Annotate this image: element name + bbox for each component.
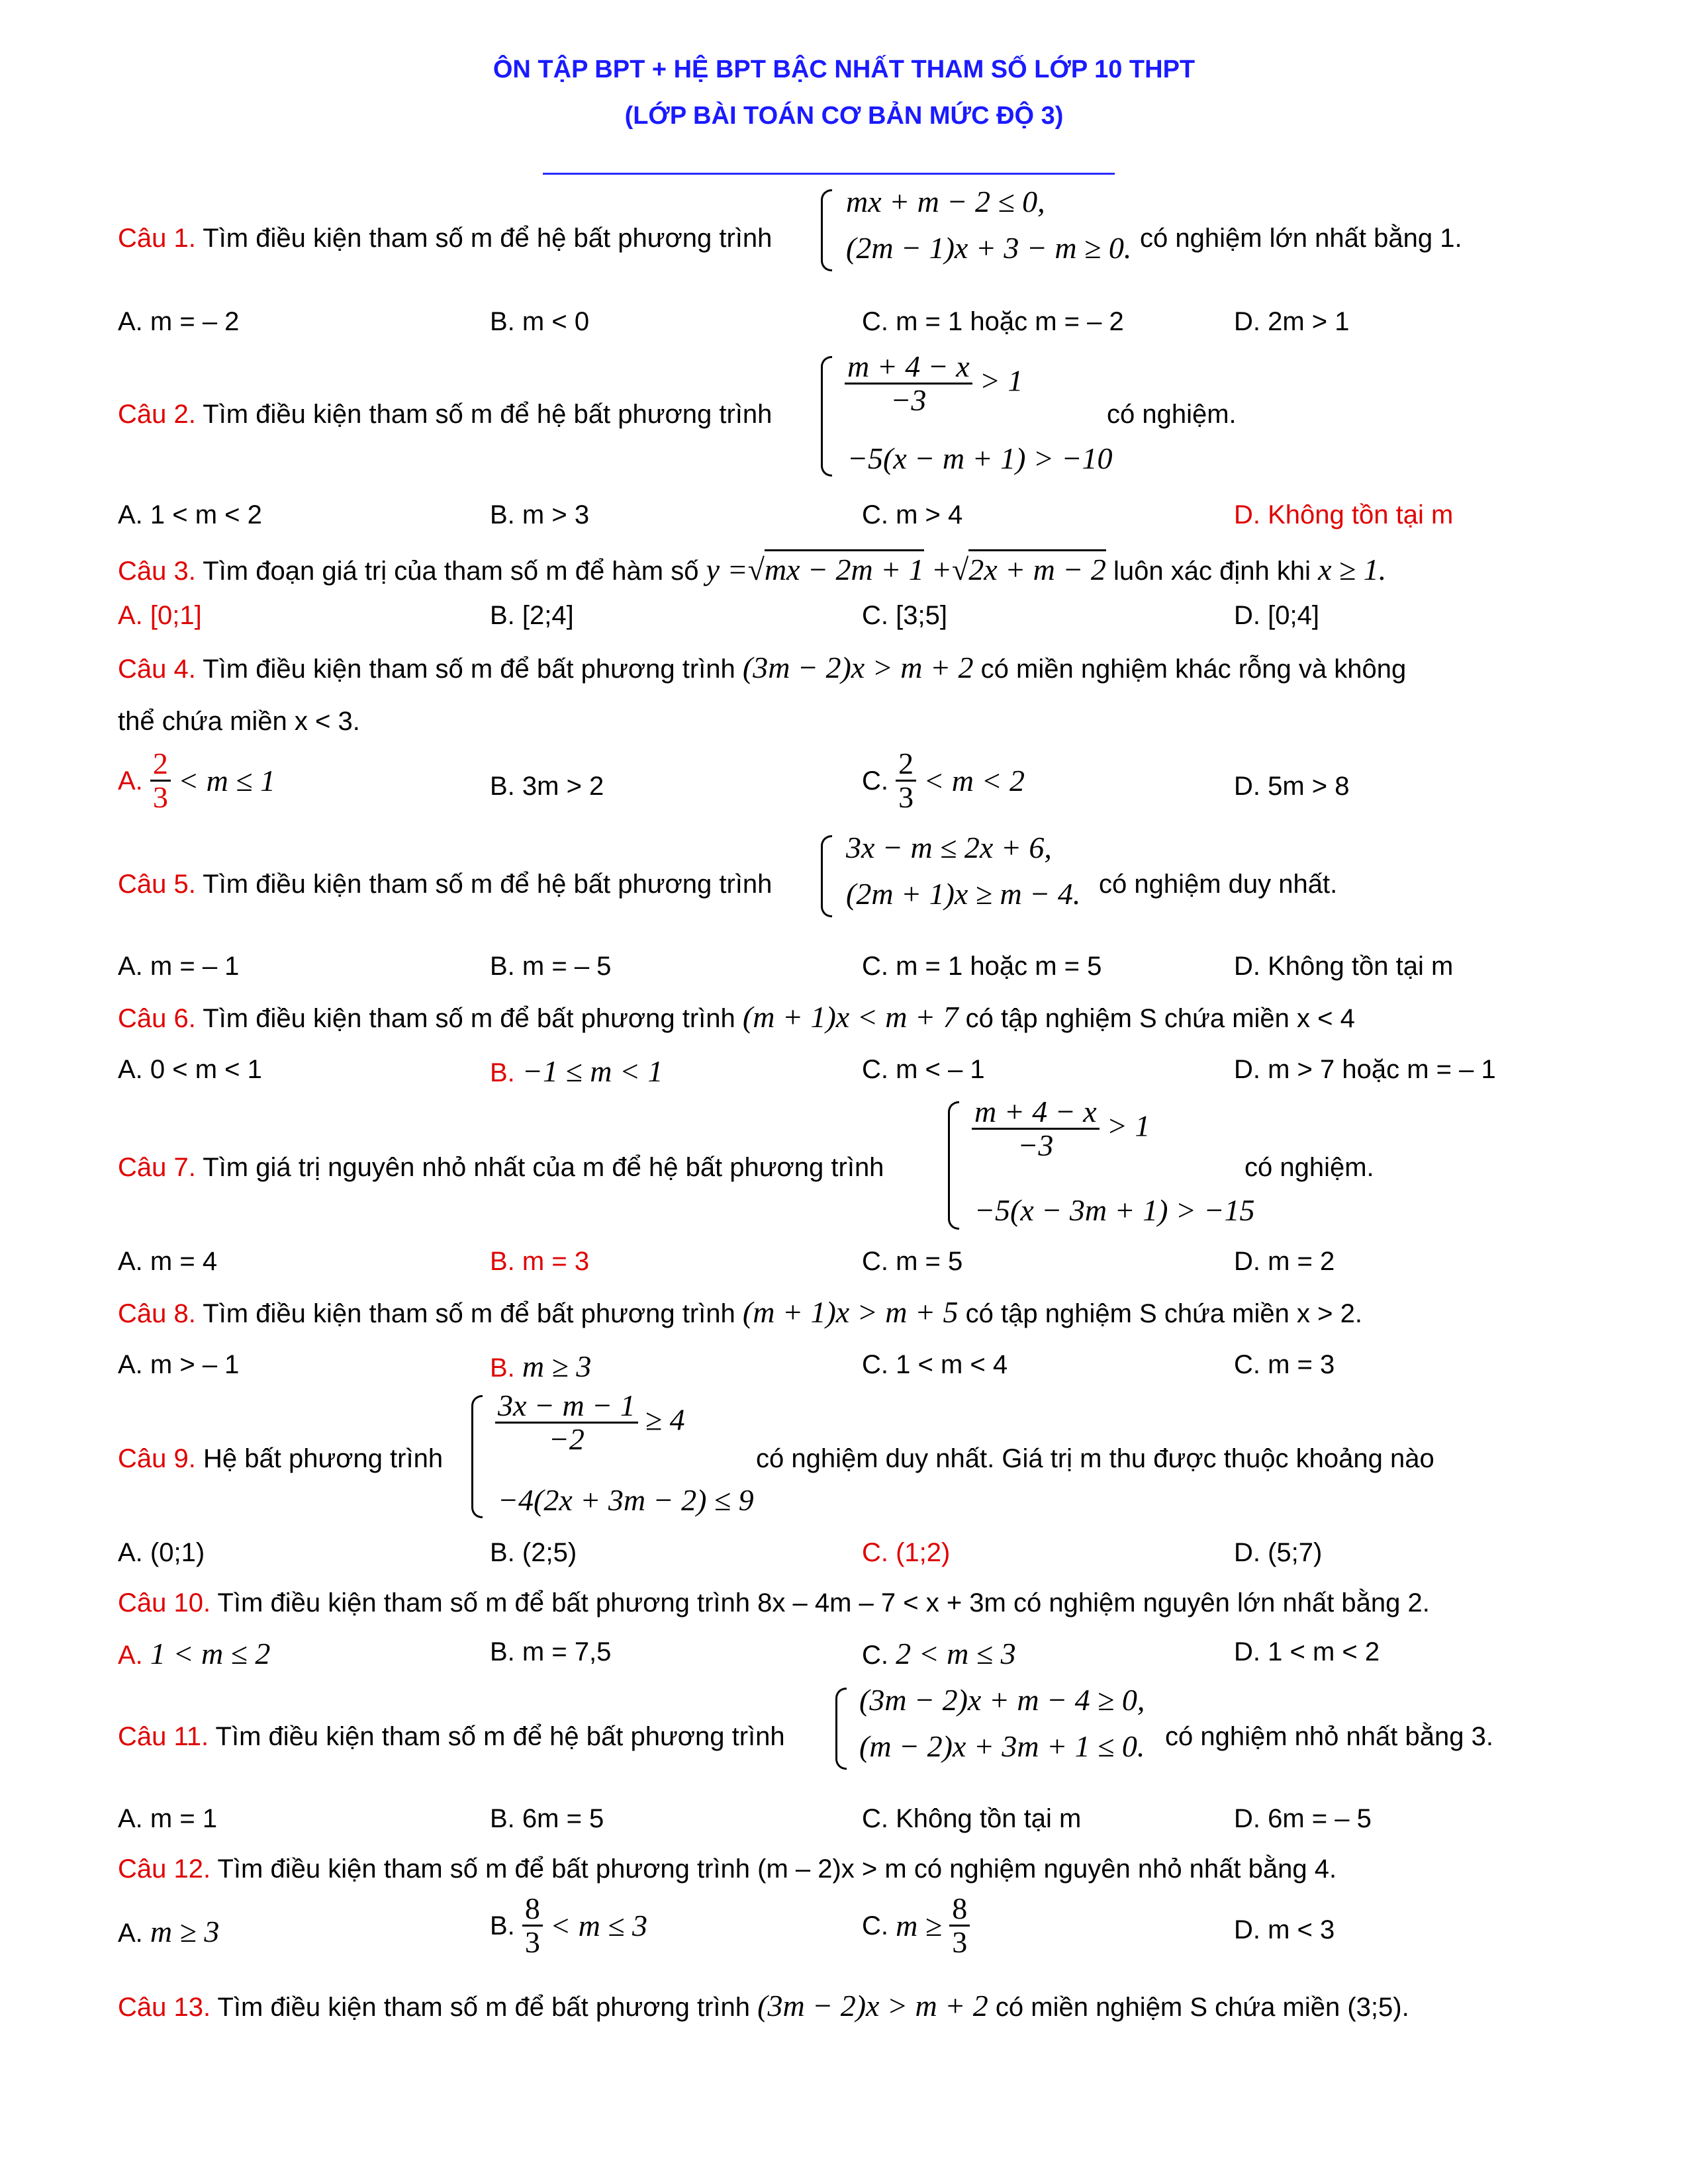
question-stem: Tìm điều kiện tham số m để hệ bất phương trình [215,1722,785,1751]
question-stem: Tìm điều kiện tham số m để bất phương trình [203,655,735,684]
option-d[interactable]: D. m = 2 [1234,1247,1335,1276]
option-b[interactable]: B. m ≥ 3 [490,1349,592,1383]
option-d[interactable]: D. 6m = – 5 [1234,1804,1372,1833]
option-c[interactable]: C. m = 1 hoặc m = – 2 [862,307,1124,336]
option-a[interactable]: A. [0;1] [118,601,202,630]
question-label: Câu 6. [118,1004,196,1033]
option-d[interactable]: D. m < 3 [1234,1915,1335,1944]
system-line: 3x − m ≤ 2x + 6, [846,831,1052,864]
question-2 [118,401,772,428]
question-11 [118,1723,785,1750]
option-a[interactable]: A. 1 < m < 2 [118,500,262,529]
question-label: Câu 7. [118,1153,196,1182]
option-b[interactable]: B. [2;4] [490,601,574,630]
question-tail: có nghiệm nhỏ nhất bằng 3. [1165,1722,1493,1751]
option-c[interactable]: C. 1 < m < 4 [862,1350,1008,1379]
question-stem: Tìm điều kiện tham số m để bất phương trình [203,1299,735,1328]
option-b[interactable]: B. (2;5) [490,1538,577,1567]
expression: (3m − 2)x > m + 2 [757,1989,988,2023]
brace [821,835,832,917]
option-c[interactable]: C. m < – 1 [862,1055,985,1084]
fraction: $\frac{8}{3}$ [522,1893,543,1959]
option-a[interactable]: A. m > – 1 [118,1350,240,1379]
fraction: $\frac{3x - m - 1}{-2}$ [495,1390,638,1456]
question-stem: Tìm điều kiện tham số m để bất phương trình (m – 2)x > m có nghiệm nguyên nhỏ nhất bằng 4. [217,1854,1337,1884]
question-6 [118,1002,1355,1032]
option-d[interactable]: D. m > 7 hoặc m = – 1 [1234,1055,1496,1084]
question-3: Câu 3. Tìm đoạn giá trị của tham số m để hàm số y =√mx − 2m + 1 +√2x + m − 2 luôn xác định khi x ≥ 1. [118,555,1386,585]
option-a[interactable]: A. m = 4 [118,1247,218,1276]
question-stem: Tìm điều kiện tham số m để hệ bất phương trình [203,400,773,429]
root-expression: mx − 2m + 1 [765,549,924,586]
question-label: Câu 2. [118,400,196,429]
option-a[interactable]: A. m = – 1 [118,952,240,981]
question-tail: có miền nghiệm S chứa miền (3;5). [995,1993,1409,2022]
option-d[interactable]: D. 5m > 8 [1234,772,1350,801]
option-b[interactable]: B. 3m > 2 [490,772,604,801]
option-c[interactable]: C. [3;5] [862,601,947,630]
question-line2: thể chứa miền x < 3. [118,707,360,736]
question-label: Câu 4. [118,655,196,684]
option-a[interactable]: A. m = 1 [118,1804,218,1833]
option-b[interactable]: B. 6m = 5 [490,1804,604,1833]
question-stem: Tìm điều kiện tham số m để hệ bất phương trình [203,870,773,899]
question-stem: Tìm điều kiện tham số m để bất phương trình 8x – 4m – 7 < x + 3m có nghiệm nguyên lớn nhất bằng 2. [217,1588,1430,1617]
system-line: $\frac{m + 4 - x}{-3}$ > 1 [972,1096,1150,1162]
fraction: $\frac{2}{3}$ [896,748,916,814]
fraction: $\frac{m + 4 - x}{-3}$ [972,1096,1100,1162]
question-label: Câu 1. [118,224,196,253]
option-d[interactable]: D. 2m > 1 [1234,307,1350,336]
question-label: Câu 3. [118,557,196,586]
option-c[interactable]: C. 2 < m ≤ 3 [862,1637,1016,1670]
brace [835,1688,847,1770]
fraction: $\frac{8}{3}$ [949,1893,970,1959]
question-tail: có nghiệm duy nhất. [1099,870,1338,899]
expression: (m + 1)x > m + 5 [742,1295,959,1329]
question-8 [118,1297,1362,1328]
option-b[interactable]: B. −1 ≤ m < 1 [490,1054,663,1088]
question-stem: Tìm đoạn giá trị của tham số m để hàm số [203,557,699,586]
option-c[interactable]: C. Không tồn tại m [862,1804,1082,1833]
question-4 [118,653,1406,683]
question-tail: có nghiệm duy nhất. Giá trị m thu được thuộc khoảng nào [756,1444,1434,1473]
page-subtitle: (LỚP BÀI TOÁN CƠ BẢN MỨC ĐỘ 3) [624,102,1064,130]
question-label: Câu 13. [118,1993,211,2022]
option-c[interactable]: C. m = 5 [862,1247,963,1276]
system-line: −5(x − 3m + 1) > −15 [974,1193,1255,1227]
brace [948,1101,959,1230]
question-stem: Hệ bất phương trình [203,1444,444,1473]
system-line: −4(2x + 3m − 2) ≤ 9 [498,1483,754,1517]
option-a[interactable]: A. m = – 2 [118,307,240,336]
question-label: Câu 8. [118,1299,196,1328]
question-13 [118,1991,1409,2021]
page-title: ÔN TẬP BPT + HỆ BPT BẬC NHẤT THAM SỐ LỚP 10 THPT [492,56,1196,83]
question-tail: có nghiệm. [1107,400,1237,429]
question-tail: luôn xác định khi [1113,557,1311,586]
question-5 [118,871,772,897]
question-9 [118,1445,443,1472]
option-b[interactable]: B. $\frac{8}{3}$ < m ≤ 3 [490,1891,648,1960]
fraction: $\frac{2}{3}$ [150,748,171,814]
question-label: Câu 5. [118,870,196,899]
expression: (m + 1)x < m + 7 [742,1000,959,1034]
question-stem: Tìm điều kiện tham số m để bất phương trình [203,1004,735,1033]
option-a[interactable]: A. 0 < m < 1 [118,1055,262,1084]
option-b[interactable]: B. m > 3 [490,500,590,529]
option-d[interactable]: D. Không tồn tại m [1234,500,1454,529]
question-7 [118,1154,884,1181]
option-b[interactable]: B. m = 3 [490,1247,590,1276]
option-c[interactable]: C. m = 1 hoặc m = 5 [862,952,1102,981]
option-a[interactable]: A. 1 < m ≤ 2 [118,1637,271,1670]
option-d[interactable]: D. Không tồn tại m [1234,952,1454,981]
option-c[interactable]: C. (1;2) [862,1538,951,1567]
system-line: mx + m − 2 ≤ 0, [846,185,1045,218]
question-stem: Tìm giá trị nguyên nhỏ nhất của m để hệ bất phương trình [203,1153,884,1182]
question-label: Câu 11. [118,1722,209,1751]
option-c[interactable]: C. $\frac{2}{3}$ < m < 2 [862,747,1025,815]
question-stem: Tìm điều kiện tham số m để hệ bất phương trình [203,224,773,253]
option-d[interactable]: D. 1 < m < 2 [1234,1637,1380,1666]
question-tail: có tập nghiệm S chứa miền x > 2. [965,1299,1362,1328]
system-line: (m − 2)x + 3m + 1 ≤ 0. [859,1729,1145,1763]
system-line: (3m − 2)x + m − 4 ≥ 0, [859,1683,1145,1717]
option-b[interactable]: B. m = – 5 [490,952,612,981]
option-b[interactable]: B. m < 0 [490,307,590,336]
option-b[interactable]: B. m = 7,5 [490,1637,612,1666]
question-tail: có nghiệm. [1244,1153,1374,1182]
system-line: (2m + 1)x ≥ m − 4. [846,877,1081,911]
option-c[interactable]: C. m ≥ $\frac{8}{3}$ [862,1893,970,1959]
brace [821,356,832,477]
option-a[interactable]: A. (0;1) [118,1538,205,1567]
option-a[interactable]: A. $\frac{2}{3}$ < m ≤ 1 [118,747,276,815]
brace [821,189,832,271]
question-1 [118,225,772,251]
question-tail: có nghiệm lớn nhất bằng 1. [1140,224,1462,253]
option-d[interactable]: C. m = 3 [1234,1350,1335,1379]
question-stem: Tìm điều kiện tham số m để bất phương trình [217,1993,751,2022]
system-line: (2m − 1)x + 3 − m ≥ 0. [846,231,1132,265]
option-a[interactable]: A. m ≥ 3 [118,1915,220,1948]
system-line: −5(x − m + 1) > −10 [847,441,1113,475]
brace [471,1395,483,1518]
system-line: $\frac{3x - m - 1}{-2}$ ≥ 4 [495,1390,685,1456]
system-line: $\frac{m + 4 - x}{-3}$ > 1 [845,351,1023,417]
fraction: $\frac{m + 4 - x}{-3}$ [845,351,972,417]
option-d[interactable]: D. (5;7) [1234,1538,1323,1567]
expression: (3m − 2)x > m + 2 [742,651,974,684]
option-c[interactable]: C. m > 4 [862,500,963,529]
question-label: Câu 12. [118,1854,211,1884]
question-tail: có tập nghiệm S chứa miền x < 4 [965,1004,1355,1033]
question-12 [118,1856,1336,1882]
question-label: Câu 9. [118,1444,196,1473]
question-tail: có miền nghiệm khác rỗng và không [980,655,1407,684]
option-d[interactable]: D. [0;4] [1234,601,1319,630]
question-10 [118,1590,1430,1616]
question-label: Câu 10. [118,1588,211,1617]
title-divider [543,173,1115,175]
root-expression: 2x + m − 2 [968,549,1106,586]
